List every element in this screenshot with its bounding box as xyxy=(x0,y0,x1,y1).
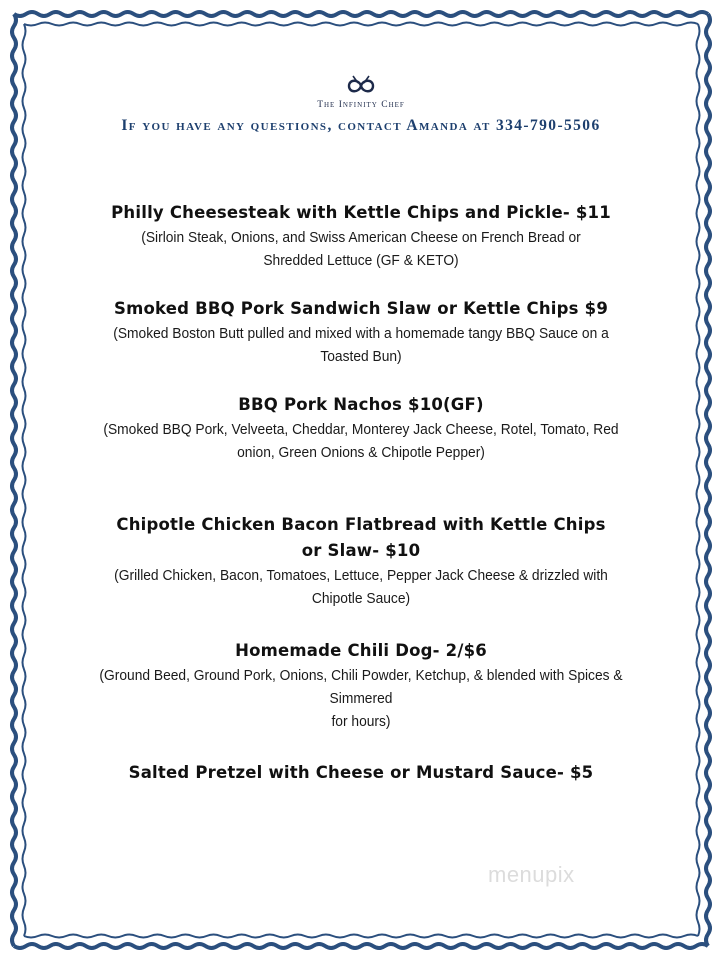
item-description: (Smoked BBQ Pork, Velveeta, Cheddar, Monterey Jack Cheese, Rotel, Tomato, Red xyxy=(103,421,619,438)
menu-item-bbq-sandwich xyxy=(60,296,662,368)
item-description: (Sirloin Steak, Onions, and Swiss American Cheese on French Bread or xyxy=(141,229,581,246)
item-description: Shredded Lettuce (GF & KETO) xyxy=(263,252,459,269)
item-description: Toasted Bun) xyxy=(320,348,402,365)
item-name: Homemade Chili Dog- 2/$6 xyxy=(235,641,487,660)
brand-name: The Infinity Chef xyxy=(317,100,405,110)
item-description: Simmered xyxy=(329,690,393,707)
item-description: (Ground Beed, Ground Pork, Onions, Chili Powder, Ketchup, & blended with Spices & xyxy=(99,667,623,684)
item-description: (Smoked Boston Butt pulled and mixed with a homemade tangy BBQ Sauce on a xyxy=(113,325,609,342)
menu-item-flatbread xyxy=(60,512,662,610)
border-segment xyxy=(24,23,698,26)
border-segment xyxy=(14,944,708,948)
border-segment xyxy=(24,935,698,938)
item-name: BBQ Pork Nachos $10(GF) xyxy=(238,395,484,414)
item-name: Philly Cheesesteak with Kettle Chips and Pickle- $11 xyxy=(111,203,611,222)
menu-item-nachos xyxy=(60,392,662,464)
watermark: menupix xyxy=(488,862,575,887)
item-description: for hours) xyxy=(331,713,391,730)
border-segment xyxy=(697,24,700,936)
item-description: Chipotle Sauce) xyxy=(311,590,411,607)
item-description: onion, Green Onions & Chipotle Pepper) xyxy=(237,444,485,461)
menu-item-chili-dog xyxy=(60,638,662,733)
border-segment xyxy=(12,14,16,946)
menu-item-philly xyxy=(60,200,662,272)
border-segment xyxy=(14,12,708,16)
item-description: (Grilled Chicken, Bacon, Tomatoes, Lettuce, Pepper Jack Cheese & drizzled with xyxy=(114,567,608,584)
item-name: or Slaw- $10 xyxy=(301,541,421,560)
border-segment xyxy=(706,14,710,946)
menu-item-pretzel xyxy=(60,760,662,786)
item-name: Chipotle Chicken Bacon Flatbread with Kettle Chips xyxy=(116,515,606,534)
item-name: Salted Pretzel with Cheese or Mustard Sauce- $5 xyxy=(128,763,594,782)
item-name: Smoked BBQ Pork Sandwich Slaw or Kettle Chips $9 xyxy=(113,299,609,318)
border-segment xyxy=(23,24,26,936)
contact-line: If you have any questions, contact Amanda at 334-790-5506 xyxy=(121,117,601,134)
infinity-chef-logo-icon xyxy=(341,74,381,98)
